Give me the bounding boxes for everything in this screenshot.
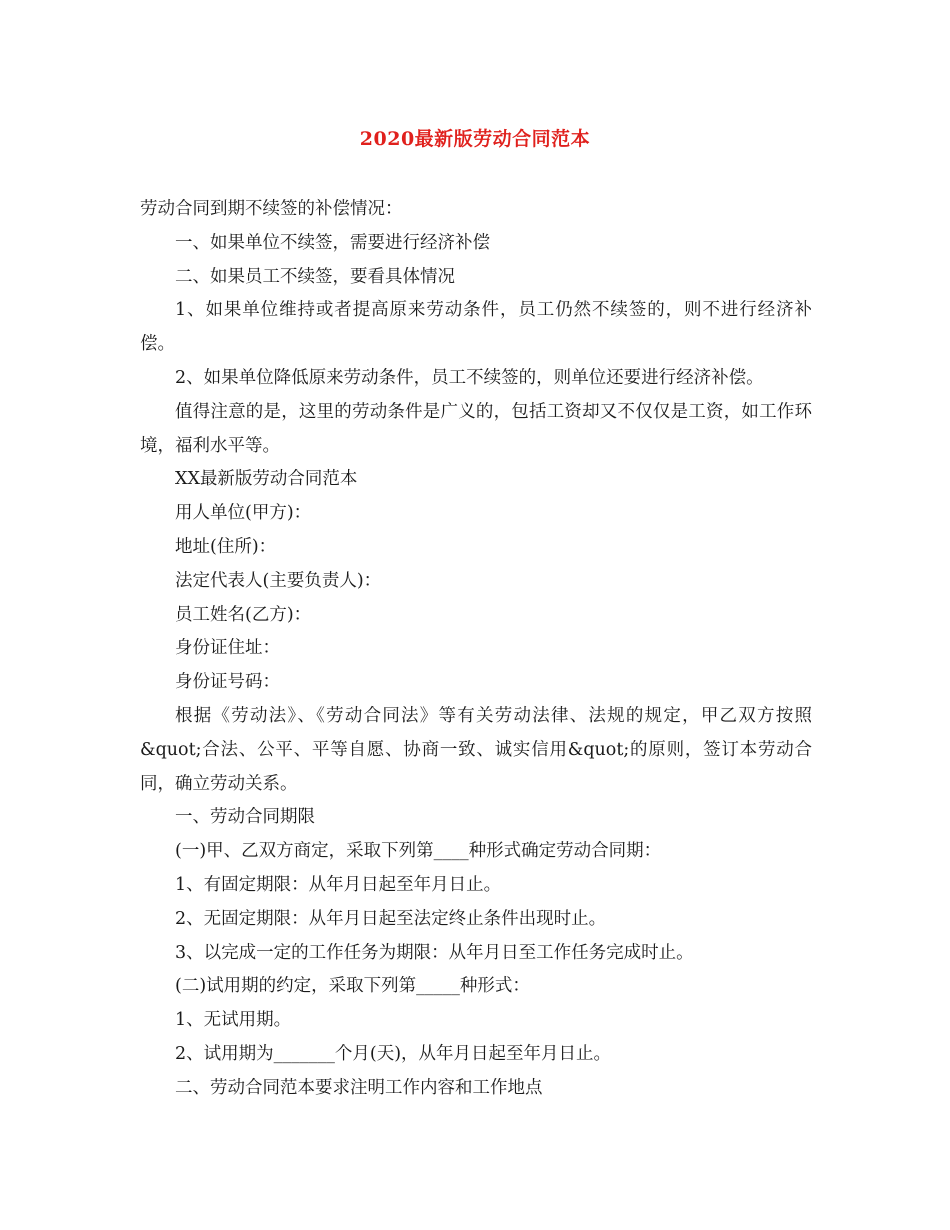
paragraph: 值得注意的是，这里的劳动条件是广义的，包括工资却又不仅仅是工资，如工作环境，福利水平等。 <box>140 401 812 456</box>
field-label-address: 地址(住所)： <box>175 536 277 557</box>
field-label-id-address: 身份证住址： <box>175 638 280 659</box>
field-label-employer: 用人单位(甲方)： <box>175 503 312 524</box>
section-heading: 一、劳动合同期限 <box>175 807 315 828</box>
paragraph: 1、无试用期。 <box>175 1010 292 1031</box>
field-label-legal-representative: 法定代表人(主要负责人)： <box>175 570 382 591</box>
document-title: 2020最新版劳动合同范本 <box>359 128 591 150</box>
field-label-employee-name: 员工姓名(乙方)： <box>175 604 312 625</box>
paragraph: (一)甲、乙双方商定，采取下列第____种形式确定劳动合同期： <box>175 841 662 862</box>
paragraph: 3、以完成一定的工作任务为期限：从年月日至工作任务完成时止。 <box>175 942 694 963</box>
paragraph: 劳动合同到期不续签的补偿情况： <box>140 199 403 219</box>
paragraph: 1、如果单位维持或者提高原来劳动条件，员工仍然不续签的，则不进行经济补偿。 <box>140 300 812 355</box>
section-heading: 二、劳动合同范本要求注明工作内容和工作地点 <box>175 1077 543 1098</box>
paragraph: 2、如果单位降低原来劳动条件，员工不续签的，则单位还要进行经济补偿。 <box>175 367 764 388</box>
paragraph: (二)试用期的约定，采取下列第_____种形式： <box>175 976 530 997</box>
paragraph: 二、如果员工不续签，要看具体情况 <box>175 266 455 287</box>
document-body <box>140 193 812 1106</box>
paragraph: 2、无固定期限：从年月日起至法定终止条件出现时止。 <box>175 908 607 929</box>
paragraph: 1、有固定期限：从年月日起至年月日止。 <box>175 874 502 895</box>
paragraph: XX最新版劳动合同范本 <box>175 469 358 490</box>
paragraph: 2、试用期为_______个月(天)，从年月日起至年月日止。 <box>175 1043 612 1064</box>
paragraph: 根据《劳动法》、《劳动合同法》等有关劳动法律、法规的规定，甲乙双方按照&quot;合法、公平、平等自愿、协商一致、诚实信用&quot;的原则，签订本劳动合同，确立劳动关系。 <box>140 705 812 794</box>
field-label-id-number: 身份证号码： <box>175 672 280 693</box>
paragraph: 一、如果单位不续签，需要进行经济补偿 <box>175 232 490 253</box>
